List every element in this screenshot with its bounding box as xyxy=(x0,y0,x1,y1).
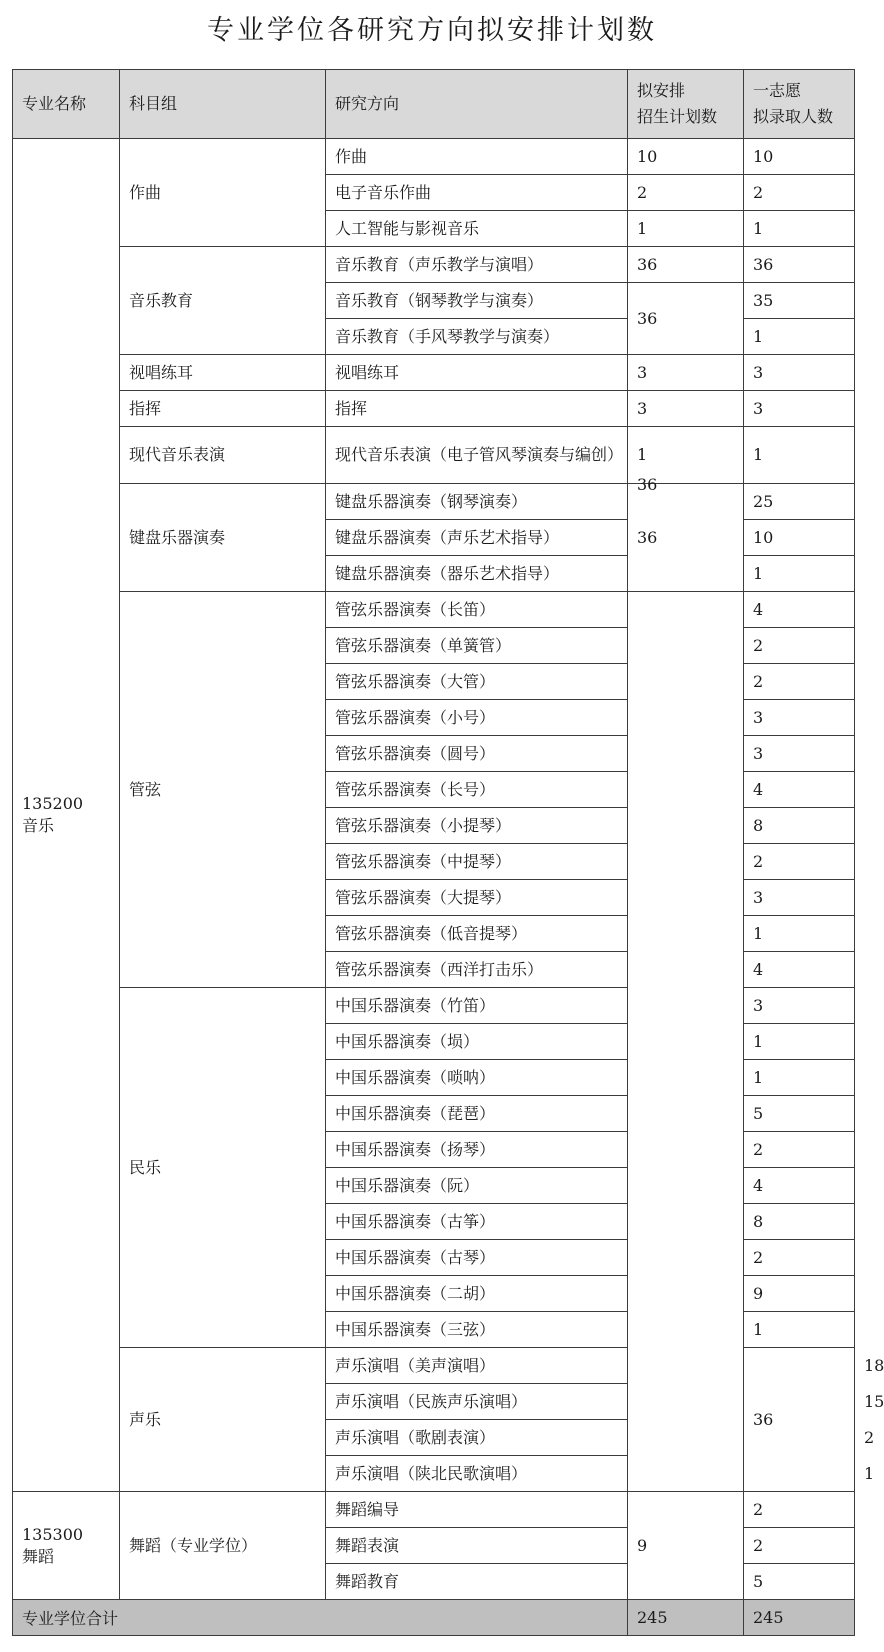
first-choice-cell: 8 xyxy=(744,808,855,844)
plan-cell: 10 xyxy=(628,139,744,175)
first-choice-cell: 10 xyxy=(744,139,855,175)
direction-cell: 舞蹈编导 xyxy=(326,1492,628,1528)
direction-cell: 作曲 xyxy=(326,139,628,175)
direction-cell: 中国乐器演奏（三弦） xyxy=(326,1312,628,1348)
header-direction: 研究方向 xyxy=(326,70,628,139)
group-cell: 民乐 xyxy=(120,988,326,1348)
direction-cell: 键盘乐器演奏（声乐艺术指导） xyxy=(326,520,628,556)
first-choice-cell: 4 xyxy=(744,772,855,808)
direction-cell: 声乐演唱（美声演唱） xyxy=(326,1348,628,1384)
group-cell: 作曲 xyxy=(120,139,326,247)
major-name: 舞蹈 xyxy=(22,1546,55,1566)
direction-cell: 管弦乐器演奏（中提琴） xyxy=(326,844,628,880)
table-row xyxy=(13,391,855,427)
direction-cell: 电子音乐作曲 xyxy=(326,175,628,211)
group-cell: 声乐 xyxy=(120,1348,326,1492)
direction-cell: 管弦乐器演奏（长号） xyxy=(326,772,628,808)
plan-table xyxy=(12,69,884,1636)
table-row: 声乐演唱（陕北民歌演唱） 1 xyxy=(13,1456,855,1492)
first-choice-cell: 3 xyxy=(744,736,855,772)
first-choice-cell: 8 xyxy=(744,1204,855,1240)
first-choice-cell: 2 xyxy=(744,175,855,211)
header-first-line1: 一志愿 xyxy=(753,81,802,100)
first-choice-cell: 4 xyxy=(744,952,855,988)
direction-cell: 中国乐器演奏（古筝） xyxy=(326,1204,628,1240)
total-label: 专业学位合计 xyxy=(13,1600,628,1636)
direction-cell: 声乐演唱（民族声乐演唱） xyxy=(326,1384,628,1420)
first-choice-cell: 2 xyxy=(744,664,855,700)
first-choice-cell: 36 xyxy=(744,247,855,283)
plan-cell: 1 xyxy=(628,211,744,247)
plan-cell: 36 xyxy=(628,283,744,355)
group-cell: 现代音乐表演 xyxy=(120,427,326,484)
direction-cell: 管弦乐器演奏（西洋打击乐） xyxy=(326,952,628,988)
direction-cell: 舞蹈教育 xyxy=(326,1564,628,1600)
group-cell: 管弦 xyxy=(120,592,326,988)
table-row xyxy=(13,1492,855,1528)
plan-cell: 36 xyxy=(744,1348,855,1492)
group-cell: 舞蹈（专业学位） xyxy=(120,1492,326,1600)
major-cell xyxy=(13,1492,120,1600)
first-choice-cell: 4 xyxy=(744,1168,855,1204)
header-plan-line2: 招生计划数 xyxy=(637,107,718,126)
direction-cell: 中国乐器演奏（唢呐） xyxy=(326,1060,628,1096)
page-title: 专业学位各研究方向拟安排计划数 xyxy=(207,15,657,46)
direction-cell: 键盘乐器演奏（钢琴演奏） xyxy=(326,484,628,520)
first-choice-cell: 1 xyxy=(744,1312,855,1348)
first-choice-cell: 2 xyxy=(744,1492,855,1528)
plan-cell: 3 xyxy=(628,391,744,427)
major-name: 音乐 xyxy=(22,816,55,835)
direction-cell: 中国乐器演奏（埙） xyxy=(326,1024,628,1060)
direction-cell: 键盘乐器演奏（器乐艺术指导） xyxy=(326,556,628,592)
table-row xyxy=(13,247,855,283)
major-code: 135300 xyxy=(22,1524,84,1544)
first-choice-cell: 10 xyxy=(744,520,855,556)
direction-cell: 中国乐器演奏（古琴） xyxy=(326,1240,628,1276)
total-plan: 245 xyxy=(628,1600,744,1636)
first-choice-cell: 1 xyxy=(744,427,855,484)
direction-cell: 管弦乐器演奏（大管） xyxy=(326,664,628,700)
first-choice-cell: 1 xyxy=(744,916,855,952)
first-choice-cell: 5 xyxy=(744,1564,855,1600)
first-choice-cell: 2 xyxy=(744,628,855,664)
table-row xyxy=(13,592,855,628)
first-choice-cell: 5 xyxy=(744,1096,855,1132)
header-first-choice xyxy=(744,70,855,139)
direction-cell: 管弦乐器演奏（低音提琴） xyxy=(326,916,628,952)
first-choice-cell: 3 xyxy=(744,700,855,736)
major-cell xyxy=(13,139,120,1492)
total-first-choice: 245 xyxy=(744,1600,855,1636)
first-choice-cell: 3 xyxy=(744,880,855,916)
direction-cell: 舞蹈表演 xyxy=(326,1528,628,1564)
first-choice-cell: 35 xyxy=(744,283,855,319)
direction-cell: 管弦乐器演奏（小提琴） xyxy=(326,808,628,844)
direction-cell: 声乐演唱（陕北民歌演唱） xyxy=(326,1456,628,1492)
header-group: 科目组 xyxy=(120,70,326,139)
plan-value: 36 xyxy=(637,474,658,494)
first-choice-cell: 2 xyxy=(744,1240,855,1276)
first-choice-cell: 1 xyxy=(744,1060,855,1096)
direction-cell: 中国乐器演奏（二胡） xyxy=(326,1276,628,1312)
table-row xyxy=(13,355,855,391)
group-cell: 视唱练耳 xyxy=(120,355,326,391)
first-choice-cell: 9 xyxy=(744,1276,855,1312)
plan-cell: 36 xyxy=(628,247,744,283)
first-choice-cell: 1 xyxy=(744,556,855,592)
direction-cell: 视唱练耳 xyxy=(326,355,628,391)
major-code: 135200 xyxy=(22,794,84,813)
table-row xyxy=(13,139,855,175)
plan-cell: 3 xyxy=(628,355,744,391)
direction-cell: 管弦乐器演奏（圆号） xyxy=(326,736,628,772)
first-choice-cell: 25 xyxy=(744,484,855,520)
direction-cell: 中国乐器演奏（阮） xyxy=(326,1168,628,1204)
direction-cell: 音乐教育（钢琴教学与演奏） xyxy=(326,283,628,319)
direction-cell: 指挥 xyxy=(326,391,628,427)
table-row: 声乐 声乐演唱（美声演唱） 36 18 xyxy=(13,1348,855,1384)
direction-cell: 音乐教育（声乐教学与演唱） xyxy=(326,247,628,283)
first-choice-cell: 4 xyxy=(744,592,855,628)
header-row xyxy=(13,70,855,139)
header-plan xyxy=(628,70,744,139)
first-choice-cell: 1 xyxy=(744,319,855,355)
first-choice-cell: 2 xyxy=(744,1528,855,1564)
direction-cell: 管弦乐器演奏（长笛） xyxy=(326,592,628,628)
plan-cell: 9 xyxy=(628,1492,744,1600)
direction-cell: 管弦乐器演奏（大提琴） xyxy=(326,880,628,916)
header-plan-line1: 拟安排 xyxy=(637,81,686,100)
plan-cell xyxy=(628,474,744,1492)
first-choice-cell: 3 xyxy=(744,355,855,391)
group-cell: 音乐教育 xyxy=(120,247,326,355)
group-cell: 键盘乐器演奏 xyxy=(120,484,326,592)
direction-cell: 管弦乐器演奏（小号） xyxy=(326,700,628,736)
first-choice-cell: 1 xyxy=(744,1024,855,1060)
first-choice-cell: 2 xyxy=(744,1132,855,1168)
direction-cell: 声乐演唱（歌剧表演） xyxy=(326,1420,628,1456)
direction-cell: 中国乐器演奏（竹笛） xyxy=(326,988,628,1024)
first-choice-cell: 3 xyxy=(744,988,855,1024)
group-cell: 指挥 xyxy=(120,391,326,427)
table-row: 声乐演唱（歌剧表演） 2 xyxy=(13,1420,855,1456)
header-major: 专业名称 xyxy=(13,70,120,139)
direction-cell: 现代音乐表演（电子管风琴演奏与编创） xyxy=(326,427,628,484)
header-first-line2: 拟录取人数 xyxy=(753,107,834,126)
direction-cell: 中国乐器演奏（扬琴） xyxy=(326,1132,628,1168)
first-choice-cell: 2 xyxy=(744,844,855,880)
plan-cell: 1 xyxy=(628,427,744,484)
direction-cell: 音乐教育（手风琴教学与演奏） xyxy=(326,319,628,355)
first-choice-cell: 3 xyxy=(744,391,855,427)
plan-cell: 36 xyxy=(628,484,744,592)
direction-cell: 中国乐器演奏（琵琶） xyxy=(326,1096,628,1132)
direction-cell: 人工智能与影视音乐 xyxy=(326,211,628,247)
direction-cell: 管弦乐器演奏（单簧管） xyxy=(326,628,628,664)
total-row xyxy=(13,1600,855,1636)
first-choice-cell: 1 xyxy=(744,211,855,247)
table-row: 声乐演唱（民族声乐演唱） 15 xyxy=(13,1384,855,1420)
plan-cell: 2 xyxy=(628,175,744,211)
